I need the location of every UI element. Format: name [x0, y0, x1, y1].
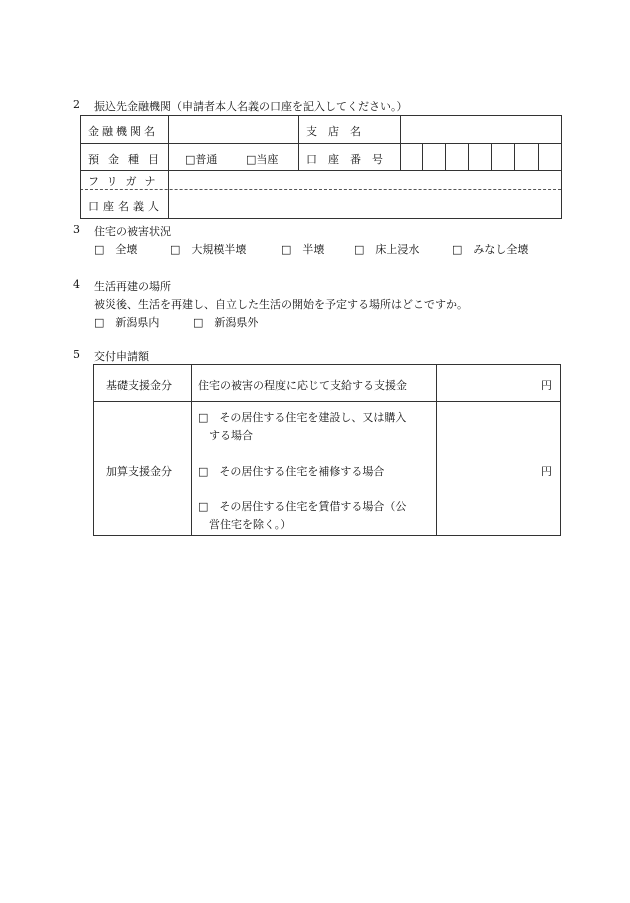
- location-option-outside-niigata[interactable]: □ 新潟県外: [193, 316, 259, 329]
- section-2-number: 2: [73, 98, 80, 111]
- section-3-number: 3: [73, 223, 80, 236]
- section-4-question: 被災後、生活を再建し、自立した生活の開始を予定する場所はどこですか。: [94, 298, 468, 311]
- section-4-title: 生活再建の場所: [94, 280, 171, 293]
- basic-support-label: 基礎支援金分: [106, 379, 172, 392]
- additional-option-repair[interactable]: □ その居住する住宅を補修する場合: [198, 465, 385, 478]
- branch-label: 支 店 名: [306, 125, 361, 138]
- damage-option-deemed-total-collapse[interactable]: □ みなし全壊: [452, 243, 529, 256]
- damage-option-half-collapse[interactable]: □ 半壊: [281, 243, 325, 256]
- account-holder-label: 口座名義人: [88, 200, 163, 213]
- basic-support-description: 住宅の被害の程度に応じて支給する支援金: [198, 379, 407, 392]
- account-type-current-checkbox[interactable]: □当座: [246, 153, 279, 166]
- section-3-title: 住宅の被害状況: [94, 225, 171, 238]
- section-4-number: 4: [73, 278, 80, 291]
- section-5-number: 5: [73, 348, 80, 361]
- furigana-label: フリガナ: [88, 175, 164, 188]
- damage-option-large-half-collapse[interactable]: □ 大規模半壊: [170, 243, 247, 256]
- additional-support-yen-unit: 円: [541, 465, 552, 478]
- damage-option-above-floor-flooding[interactable]: □ 床上浸水: [354, 243, 420, 256]
- account-type-ordinary-checkbox[interactable]: □普通: [185, 153, 218, 166]
- additional-option-rent-cont: 営住宅を除く。）: [209, 518, 292, 531]
- section-2-title: 振込先金融機関（申請者本人名義の口座を記入してください。）: [94, 100, 408, 113]
- location-option-inside-niigata[interactable]: □ 新潟県内: [94, 316, 160, 329]
- additional-option-build-or-buy[interactable]: □ その居住する住宅を建設し、又は購入: [198, 411, 407, 424]
- section-5-title: 交付申請額: [94, 350, 149, 363]
- account-type-label: 預金種目: [88, 153, 168, 166]
- bank-name-label: 金融機関名: [88, 125, 158, 138]
- basic-support-yen-unit: 円: [541, 379, 552, 392]
- additional-support-label: 加算支援金分: [106, 465, 172, 478]
- damage-option-total-collapse[interactable]: □ 全壊: [94, 243, 138, 256]
- additional-option-rent[interactable]: □ その居住する住宅を賃借する場合（公: [198, 500, 407, 513]
- account-number-label: 口 座 番 号: [306, 153, 383, 166]
- additional-option-build-or-buy-cont: する場合: [209, 429, 253, 442]
